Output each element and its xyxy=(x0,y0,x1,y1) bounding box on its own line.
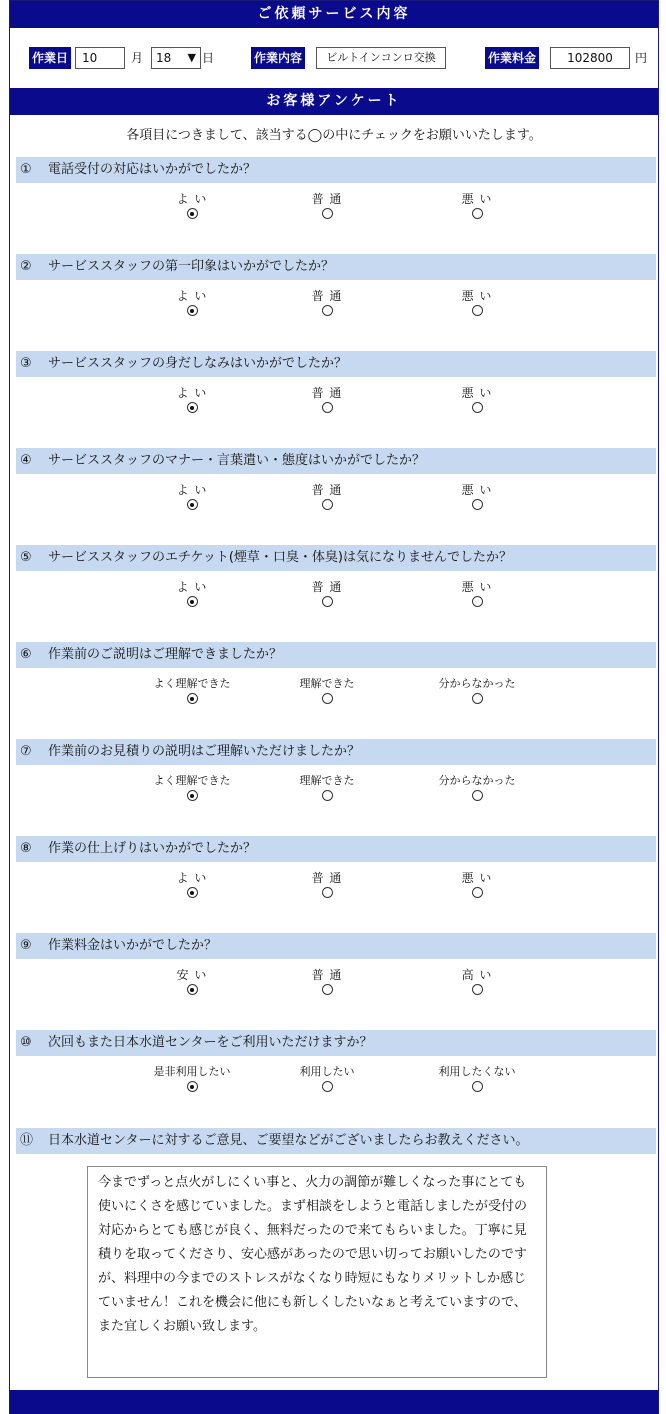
answer-options xyxy=(16,765,656,825)
survey-intro: 各項目につきまして、該当する◯の中にチェックをお願いいたします。 xyxy=(126,128,542,143)
day-unit: 日 xyxy=(202,51,215,65)
question-7 xyxy=(16,739,656,825)
survey-title: お客様アンケート xyxy=(10,88,658,115)
question-text: 作業の仕上げりはいかがでしたか？ xyxy=(48,841,257,856)
radio-checked-icon[interactable] xyxy=(187,208,198,219)
answer-option[interactable] xyxy=(272,482,382,514)
answer-option[interactable] xyxy=(272,773,382,805)
answer-options xyxy=(16,183,656,243)
answer-option[interactable] xyxy=(422,967,532,999)
question-header xyxy=(16,157,656,183)
question-number: ⑥ xyxy=(20,647,32,662)
answer-option[interactable] xyxy=(137,870,247,902)
option-label: 利用したい xyxy=(299,1065,355,1078)
question-header xyxy=(16,933,656,959)
date-label: 作業日 xyxy=(29,47,71,69)
question-number: ④ xyxy=(20,453,32,468)
content-field[interactable]: ビルトインコンロ交換 xyxy=(316,47,446,69)
fee-unit: 円 xyxy=(635,51,648,65)
question-number: ③ xyxy=(20,356,32,371)
footer-bar xyxy=(10,1390,658,1414)
option-label: 普 通 xyxy=(311,289,343,303)
answer-option[interactable] xyxy=(272,1064,382,1096)
question-header xyxy=(16,1128,656,1154)
question-text: 電話受付の対応はいかがでしたか？ xyxy=(48,162,257,177)
option-label: よく理解できた xyxy=(153,677,231,690)
question-header xyxy=(16,448,656,474)
radio-checked-icon[interactable] xyxy=(187,596,198,607)
question-number: ⑧ xyxy=(20,841,32,856)
question-number: ② xyxy=(20,259,32,274)
question-text: サービススタッフの身だしなみはいかがでしたか？ xyxy=(48,356,348,371)
question-number: ⑦ xyxy=(20,744,32,759)
question-5 xyxy=(16,545,656,631)
radio-checked-icon[interactable] xyxy=(187,693,198,704)
radio-unchecked-icon[interactable] xyxy=(322,790,333,801)
answer-option[interactable] xyxy=(422,1064,532,1096)
answer-option[interactable] xyxy=(422,482,532,514)
answer-option[interactable] xyxy=(137,385,247,417)
radio-checked-icon[interactable] xyxy=(187,887,198,898)
option-label: よ い xyxy=(176,483,208,497)
radio-unchecked-icon[interactable] xyxy=(322,693,333,704)
question-text: 日本水道センターに対するご意見、ご要望などがございましたらお教えください。 xyxy=(48,1133,529,1148)
dropdown-arrow-icon: ▼ xyxy=(187,51,196,64)
radio-unchecked-icon[interactable] xyxy=(322,887,333,898)
answer-option[interactable] xyxy=(272,579,382,611)
question-header xyxy=(16,254,656,280)
option-label: よ い xyxy=(176,386,208,400)
question-8 xyxy=(16,836,656,922)
question-2 xyxy=(16,254,656,340)
answer-options xyxy=(16,377,656,437)
question-11 xyxy=(16,1128,656,1154)
answer-option[interactable] xyxy=(137,579,247,611)
option-label: 理解できた xyxy=(299,677,355,690)
answer-option[interactable] xyxy=(422,288,532,320)
question-number: ⑨ xyxy=(20,938,32,953)
radio-unchecked-icon[interactable] xyxy=(322,208,333,219)
radio-checked-icon[interactable] xyxy=(187,984,198,995)
radio-checked-icon[interactable] xyxy=(187,499,198,510)
radio-unchecked-icon[interactable] xyxy=(322,499,333,510)
option-label: 悪 い xyxy=(461,580,493,594)
fee-label: 作業料金 xyxy=(485,47,539,69)
answer-option[interactable] xyxy=(272,191,382,223)
answer-options xyxy=(16,862,656,922)
question-text: サービススタッフの第一印象はいかがでしたか？ xyxy=(48,259,335,274)
answer-option[interactable] xyxy=(422,579,532,611)
fee-field[interactable]: 102800 xyxy=(550,47,630,69)
answer-options xyxy=(16,280,656,340)
radio-unchecked-icon[interactable] xyxy=(322,402,333,413)
answer-options xyxy=(16,959,656,1019)
question-number: ⑪ xyxy=(20,1133,34,1148)
radio-unchecked-icon[interactable] xyxy=(472,790,483,801)
answer-option[interactable] xyxy=(272,870,382,902)
question-4 xyxy=(16,448,656,534)
answer-options xyxy=(16,571,656,631)
question-text: 作業前のご説明はご理解できましたか？ xyxy=(48,647,283,662)
radio-checked-icon[interactable] xyxy=(187,790,198,801)
option-label: 普 通 xyxy=(311,871,343,885)
question-header xyxy=(16,836,656,862)
option-label: よ い xyxy=(176,580,208,594)
option-label: 是非利用したい xyxy=(153,1065,231,1078)
radio-checked-icon[interactable] xyxy=(187,402,198,413)
answer-option[interactable] xyxy=(422,870,532,902)
answer-option[interactable] xyxy=(422,676,532,708)
answer-option[interactable] xyxy=(137,773,247,805)
radio-unchecked-icon[interactable] xyxy=(322,305,333,316)
option-label: 高 い xyxy=(461,968,493,982)
answer-option[interactable] xyxy=(422,773,532,805)
service-row xyxy=(10,47,658,71)
radio-unchecked-icon[interactable] xyxy=(472,693,483,704)
question-9 xyxy=(16,933,656,1019)
radio-unchecked-icon[interactable] xyxy=(472,887,483,898)
radio-unchecked-icon[interactable] xyxy=(472,305,483,316)
content-label: 作業内容 xyxy=(251,47,305,69)
answer-option[interactable] xyxy=(137,676,247,708)
option-label: 分からなかった xyxy=(438,677,516,690)
survey-form xyxy=(9,0,659,1414)
radio-unchecked-icon[interactable] xyxy=(472,1081,483,1092)
question-number: ① xyxy=(20,162,32,177)
comment-textarea[interactable]: 今までずっと点火がしにくい事と、火力の調節が難しくなった事にとても使いにくさを感じていました。まず相談をしようと電話しましたが受付の対応からとても感じが良く、無料だったので来てもらいました。丁寧に見積りを取ってくださり、安心感があったので思い切ってお願いしたのですが、料理中の今までのストレスがなくなり時短にもなりメリットしか感じていません！これを機会に他にも新しくしたいなぁと考えていますので、また宜しくお願い致します。 xyxy=(87,1166,547,1378)
radio-checked-icon[interactable] xyxy=(187,1081,198,1092)
answer-options xyxy=(16,474,656,534)
answer-option[interactable] xyxy=(137,191,247,223)
answer-option[interactable] xyxy=(272,967,382,999)
question-header xyxy=(16,351,656,377)
option-label: 分からなかった xyxy=(438,774,516,787)
service-title: ご依頼サービス内容 xyxy=(10,1,658,28)
question-text: サービススタッフのエチケット(煙草・口臭・体臭)は気になりませんでしたか？ xyxy=(48,550,512,565)
answer-option[interactable] xyxy=(422,385,532,417)
option-label: 理解できた xyxy=(299,774,355,787)
day-select[interactable] xyxy=(151,47,201,69)
answer-options xyxy=(16,668,656,728)
radio-unchecked-icon[interactable] xyxy=(472,208,483,219)
option-label: 利用したくない xyxy=(438,1065,516,1078)
month-field[interactable]: 10 xyxy=(75,47,125,69)
answer-option[interactable] xyxy=(137,482,247,514)
question-number: ⑩ xyxy=(20,1035,32,1050)
question-number: ⑤ xyxy=(20,550,32,565)
question-text: 作業料金はいかがでしたか？ xyxy=(48,938,218,953)
option-label: よ い xyxy=(176,871,208,885)
question-text: サービススタッフのマナー・言葉遣い・態度はいかがでしたか？ xyxy=(48,453,426,468)
option-label: 普 通 xyxy=(311,192,343,206)
question-header xyxy=(16,642,656,668)
question-header xyxy=(16,545,656,571)
option-label: 安 い xyxy=(176,968,208,982)
radio-unchecked-icon[interactable] xyxy=(472,596,483,607)
day-value: 18 xyxy=(156,51,172,65)
answer-options xyxy=(16,1056,656,1116)
answer-option[interactable] xyxy=(137,1064,247,1096)
option-label: 普 通 xyxy=(311,968,343,982)
option-label: 悪 い xyxy=(461,289,493,303)
question-1 xyxy=(16,157,656,243)
question-text: 次回もまた日本水道センターをご利用いただけますか？ xyxy=(48,1035,373,1050)
option-label: 普 通 xyxy=(311,483,343,497)
question-header xyxy=(16,739,656,765)
radio-unchecked-icon[interactable] xyxy=(472,984,483,995)
option-label: よ い xyxy=(176,192,208,206)
answer-option[interactable] xyxy=(137,288,247,320)
answer-option[interactable] xyxy=(422,191,532,223)
option-label: 悪 い xyxy=(461,192,493,206)
option-label: よく理解できた xyxy=(153,774,231,787)
month-unit: 月 xyxy=(131,51,144,65)
radio-checked-icon[interactable] xyxy=(187,305,198,316)
option-label: 普 通 xyxy=(311,386,343,400)
option-label: 悪 い xyxy=(461,483,493,497)
option-label: 普 通 xyxy=(311,580,343,594)
option-label: 悪 い xyxy=(461,386,493,400)
question-3 xyxy=(16,351,656,437)
question-10 xyxy=(16,1030,656,1116)
radio-unchecked-icon[interactable] xyxy=(322,1081,333,1092)
question-text: 作業前のお見積りの説明はご理解いただけましたか？ xyxy=(48,744,361,759)
answer-option[interactable] xyxy=(137,967,247,999)
question-header xyxy=(16,1030,656,1056)
option-label: よ い xyxy=(176,289,208,303)
answer-option[interactable] xyxy=(272,288,382,320)
answer-option[interactable] xyxy=(272,385,382,417)
option-label: 悪 い xyxy=(461,871,493,885)
radio-unchecked-icon[interactable] xyxy=(322,984,333,995)
question-6 xyxy=(16,642,656,728)
radio-unchecked-icon[interactable] xyxy=(472,499,483,510)
radio-unchecked-icon[interactable] xyxy=(472,402,483,413)
answer-option[interactable] xyxy=(272,676,382,708)
radio-unchecked-icon[interactable] xyxy=(322,596,333,607)
